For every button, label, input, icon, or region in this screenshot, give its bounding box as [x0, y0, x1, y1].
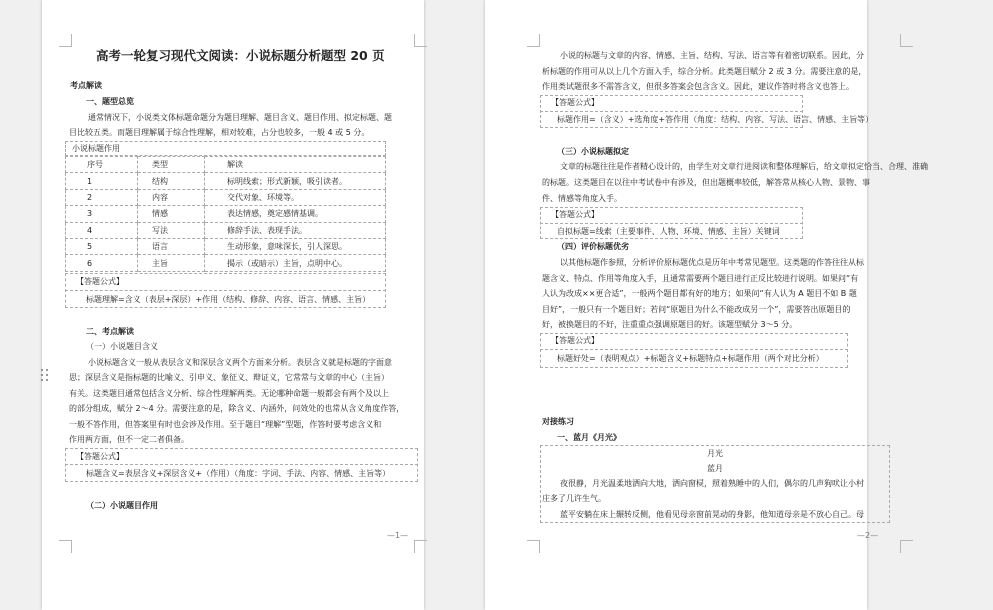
section-heading: 对接练习 [542, 417, 574, 426]
table-caption: 小说标题作用 [72, 144, 120, 153]
subsection-heading: 一、蓝月《月光》 [557, 433, 621, 442]
table-cell: 写法 [138, 222, 205, 238]
paragraph-line: 作用两方面，但不一定二者俱备。 [69, 435, 189, 444]
page-number: —2— [857, 531, 879, 540]
paragraph-line: 好，被换题目的不好，注重重点强调原题目的好。该题型赋分 3～5 分。 [542, 320, 798, 329]
document-title: 高考一轮复习现代文阅读：小说标题分析题型 20 页 [96, 48, 385, 63]
story-title: 月光 [707, 449, 723, 458]
document-page-2 [485, 0, 928, 610]
table-header: 类型 [138, 157, 205, 173]
table-row [66, 222, 386, 238]
table-header-row [66, 157, 386, 173]
table-row [66, 255, 386, 271]
formula-text: 标题作用=（含义）+选角度+答作用（角度：结构、内容、写法、语言、情感、主旨等） [557, 115, 874, 124]
paragraph-line: 件、情感等角度入手。 [542, 194, 622, 203]
formula-text: 标题含义=表层含义+深层含义+（作用）（角度：字词、手法、内容、情感、主旨等） [86, 469, 391, 478]
table-cell: 内容 [138, 189, 205, 205]
table-cell: 4 [66, 222, 138, 238]
table-cell: 3 [66, 206, 138, 222]
subsection-heading: （三）小说标题拟定 [557, 147, 629, 156]
paragraph-line: 有关。这类题目通常包括含义分析、综合性理解两类。无论哪种命题一般都会有两个及以上 [69, 389, 389, 398]
table-row [66, 206, 386, 222]
table-cell: 修辞手法、表现手法。 [205, 222, 386, 238]
table-cell: 主旨 [138, 255, 205, 271]
table-cell: 标明线索；形式新颖，吸引读者。 [205, 173, 386, 189]
crop-mark [414, 540, 427, 553]
paragraph-line: 目比较五类。而题目理解属于综合性理解，相对较难，占分也较多，一般 4 或 5 分。 [69, 128, 370, 137]
formula-label: 【答题公式】 [76, 452, 124, 461]
table-row [66, 238, 386, 254]
crop-mark [59, 540, 72, 553]
section-heading: 一、题型总览 [86, 97, 134, 106]
table-cell: 揭示（或暗示）主旨，点明中心。 [205, 255, 386, 271]
formula-text: 标题理解=含义（表层+深层）+作用（结构、修辞、内容、语言、情感、主旨） [86, 295, 371, 304]
paragraph-line: 思；深层含义是指标题的比喻义、引申义、象征义、辩证义，它常常与文章的中心（主旨） [69, 373, 389, 382]
paragraph-line: 的部分组成，赋分 2～4 分。需要注意的是，除含义、内涵外，问效处的也常从含义角度作答， [69, 404, 405, 413]
table-cell: 6 [66, 255, 138, 271]
table-cell: 交代对象、环境等。 [205, 189, 386, 205]
table-cell: 生动形象，意味深长，引人深思。 [205, 238, 386, 254]
paragraph-line: 通常情况下，小说类文体标题命题分为题目理解、题目含义、题目作用、拟定标题、题 [88, 113, 392, 122]
section-heading: 二、考点解读 [86, 327, 134, 336]
paragraph-line: 一般不答作用，但答案里有时也会涉及作用。至于题目“理解”型题，作答时要考虑含义和 [69, 420, 382, 429]
paragraph-line: 目好”，一般只有一个题目好；若问“原题目为什么不能改成另一个”，需要答出原题目的 [542, 305, 851, 314]
crop-mark [900, 34, 913, 47]
table-row [66, 173, 386, 189]
table-cell: 2 [66, 189, 138, 205]
crop-mark [527, 34, 540, 47]
table-cell: 情感 [138, 206, 205, 222]
formula-label: 【答题公式】 [551, 210, 599, 219]
crop-mark [900, 540, 913, 553]
document-page-1 [42, 0, 424, 610]
crop-mark [527, 540, 540, 553]
formula-label: 【答题公式】 [76, 277, 124, 286]
paragraph-line: 析标题的作用可从以上几个方面入手，综合分析。此类题目赋分 2 或 3 分。需要注意的是， [542, 67, 867, 76]
paragraph-line: 人认为改成××更合适”，一般两个题目都有好的地方；如果问“有人认为 A 题目不如 B 题 [542, 289, 857, 298]
formula-text: 自拟标题=线索（主要事件、人物、环境、情感、主旨）关键词 [557, 227, 780, 236]
table-cell: 结构 [138, 173, 205, 189]
subsection-heading: （四）评价标题优劣 [557, 242, 629, 251]
story-line: 庄多了几许生气。 [542, 494, 606, 503]
story-line: 蓝平安躺在床上辗转反侧，他看见母亲窗前晃动的身影，他知道母亲是不放心自己。母 [560, 510, 864, 519]
formula-label: 【答题公式】 [551, 336, 599, 345]
story-line: 夜很静，月光温柔地洒向大地，洒向窗棂，照着熟睡中的人们，偶尔的几声狗吠让小村 [560, 479, 864, 488]
function-table [65, 156, 386, 272]
table-cell: 5 [66, 238, 138, 254]
paragraph-line: 以其他标题作参照，分析评价原标题优点是历年中考常见题型。这类题的作答往往从标 [560, 258, 864, 267]
paragraph-line: 题含义、特点、作用等角度入手，且通常需要两个题目进行正反比较进行说明。如果问“有 [542, 274, 859, 283]
paragraph-line: 作用类试题很多不需答含义，但很多答案会包含含义。因此，建议作答时将含义也答上。 [542, 82, 854, 91]
table-header: 序号 [66, 157, 138, 173]
crop-mark [414, 34, 427, 47]
table-header: 解读 [205, 157, 386, 173]
page-number: —1— [387, 531, 409, 540]
subsection-heading: （一）小说题目含义 [86, 342, 158, 351]
table-cell: 1 [66, 173, 138, 189]
crop-mark [59, 34, 72, 47]
section-heading: 考点解读 [70, 81, 102, 90]
table-cell: 语言 [138, 238, 205, 254]
drag-handle-icon[interactable] [41, 369, 49, 385]
formula-text: 标题好处=（表明观点）+标题含义+标题特点+标题作用（两个对比分析） [557, 354, 824, 363]
formula-label: 【答题公式】 [551, 98, 599, 107]
table-row [66, 189, 386, 205]
table-cell: 表达情感，奠定感情基调。 [205, 206, 386, 222]
paragraph-line: 的标题。这类题目在以往中考试卷中有涉及，但出题概率较低，解答常从核心人物、景物、事 [542, 178, 870, 187]
subsection-heading: （二）小说题目作用 [86, 501, 158, 510]
paragraph-line: 小说的标题与文章的内容、情感、主旨、结构、写法、语言等有着密切联系。因此，分 [560, 51, 864, 60]
story-author: 蓝月 [707, 464, 723, 473]
paragraph-line: 文章的标题往往是作者精心设计的，由学生对文章行进阅读和整体理解后，给文章拟定恰当、合理、准确 [560, 162, 928, 171]
paragraph-line: 小说标题含义一般从表层含义和深层含义两个方面来分析。表层含义就是标题的字面意 [88, 358, 392, 367]
formula-divider [540, 349, 848, 350]
formula-divider [65, 290, 386, 291]
